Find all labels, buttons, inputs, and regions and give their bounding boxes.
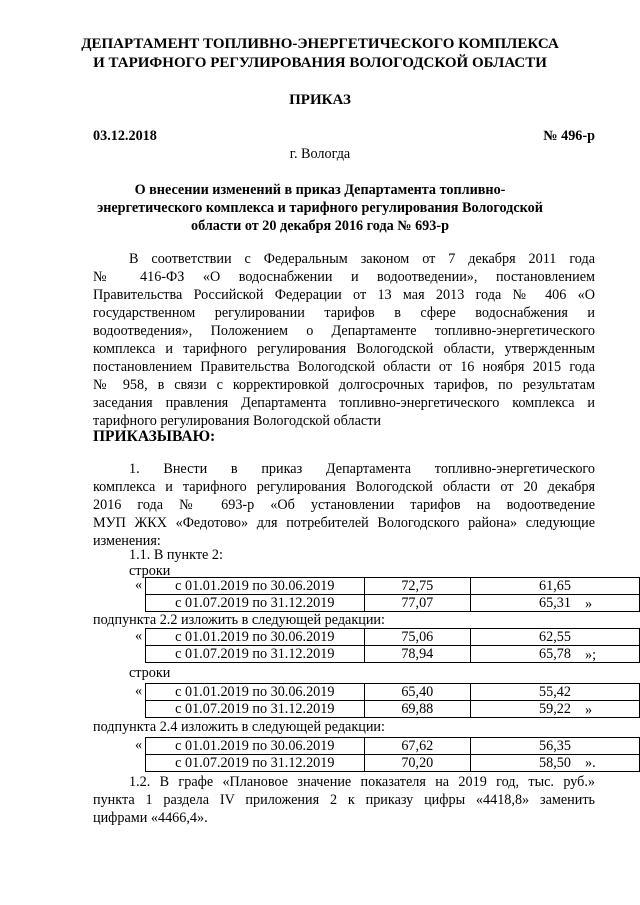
period-cell: с 01.01.2019 по 30.06.2019 <box>146 738 365 755</box>
order-word: ПРИКАЗЫВАЮ: <box>93 428 216 445</box>
table-row <box>146 684 640 701</box>
open-quote: « <box>135 737 143 753</box>
tariff-cell: 70,20 <box>364 755 470 772</box>
tariff-cell: 56,35 <box>470 738 639 755</box>
tariff-table-2 <box>145 628 640 663</box>
doc-city: г. Вологда <box>289 146 351 162</box>
item1-line: комплекса и тарифного регулирования Вологодской области от 20 декабря <box>93 479 595 495</box>
sub24-label: подпункта 2.4 изложить в следующей редакции: <box>93 719 385 735</box>
close-quote-semicolon: »; <box>585 647 597 663</box>
item1-line: 1. Внести в приказ Департамента топливно-энергетического <box>129 461 595 477</box>
period-cell: с 01.07.2019 по 31.12.2019 <box>146 755 365 772</box>
preamble-line: заседания правления Департамента топливно-энергетического комплекса и <box>93 395 595 411</box>
open-quote: « <box>135 683 143 699</box>
preamble-line: комплекса и тарифного регулирования Вологодской области, утвержденным <box>93 341 595 357</box>
table-row <box>146 738 640 755</box>
table-row <box>146 646 640 663</box>
title-line-2: энергетического комплекса и тарифного регулирования Вологодской <box>97 200 543 216</box>
table-row <box>146 595 640 612</box>
period-cell: с 01.01.2019 по 30.06.2019 <box>146 629 365 646</box>
close-quote: » <box>585 702 593 718</box>
title-line-3: области от 20 декабря 2016 года № 693-р <box>191 218 449 234</box>
tariff-cell: 59,22 <box>470 701 639 718</box>
rows-label: строки <box>129 665 171 681</box>
preamble-line: В соответствии с Федеральным законом от 7 декабря 2011 года <box>129 251 595 267</box>
close-quote: » <box>585 596 593 612</box>
tariff-cell: 69,88 <box>364 701 470 718</box>
item1-line: 2016 года № 693-р «Об установлении тарифов на водоотведение <box>93 497 595 513</box>
open-quote: « <box>135 577 143 593</box>
preamble-line: № 416-ФЗ «О водоснабжении и водоотведении», постановлением <box>93 269 595 285</box>
table-row <box>146 578 640 595</box>
tariff-cell: 55,42 <box>470 684 639 701</box>
doc-number: № 496-р <box>543 128 595 144</box>
item1-2-line: цифрами «4466,4». <box>93 810 208 826</box>
org-name-line-1: ДЕПАРТАМЕНТ ТОПЛИВНО-ЭНЕРГЕТИЧЕСКОГО КОМПЛЕКСА <box>81 36 559 52</box>
tariff-cell: 67,62 <box>364 738 470 755</box>
preamble-line: водоотведения», Положением о Департаменте топливно-энергетического <box>93 323 595 339</box>
table-row <box>146 755 640 772</box>
period-cell: с 01.07.2019 по 31.12.2019 <box>146 646 365 663</box>
item1-line: изменения: <box>93 533 161 549</box>
tariff-cell: 62,55 <box>470 629 639 646</box>
preamble-line: постановлением Правительства Вологодской области от 16 ноября 2015 года <box>93 359 595 375</box>
doc-date: 03.12.2018 <box>93 128 157 144</box>
table-row <box>146 629 640 646</box>
preamble-line: тарифного регулирования Вологодской области <box>93 413 381 429</box>
tariff-cell: 72,75 <box>364 578 470 595</box>
tariff-table-3 <box>145 683 640 718</box>
tariff-table-4 <box>145 737 640 772</box>
open-quote: « <box>135 628 143 644</box>
item1-2-line: 1.2. В графе «Плановое значение показателя на 2019 год, тыс. руб.» <box>129 774 595 790</box>
title-line-1: О внесении изменений в приказ Департамента топливно- <box>134 182 506 198</box>
sub22-label: подпункта 2.2 изложить в следующей редакции: <box>93 612 385 628</box>
tariff-cell: 65,78 <box>470 646 639 663</box>
tariff-cell: 78,94 <box>364 646 470 663</box>
tariff-cell: 58,50 <box>470 755 639 772</box>
period-cell: с 01.07.2019 по 31.12.2019 <box>146 595 365 612</box>
tariff-cell: 77,07 <box>364 595 470 612</box>
item1-1-heading: 1.1. В пункте 2: <box>129 547 223 563</box>
item1-2-line: пункта 1 раздела IV приложения 2 к приказу цифры «4418,8» заменить <box>93 792 595 808</box>
period-cell: с 01.01.2019 по 30.06.2019 <box>146 684 365 701</box>
tariff-table-1 <box>145 577 640 612</box>
preamble-line: № 958, в связи с корректировкой долгосрочных тарифов, по результатам <box>93 377 595 393</box>
preamble-line: государственном регулировании тарифов в сфере водоснабжения и <box>93 305 595 321</box>
tariff-cell: 65,31 <box>470 595 639 612</box>
item1-line: МУП ЖКХ «Федотово» для потребителей Вологодского района» следующие <box>93 515 595 531</box>
tariff-cell: 61,65 <box>470 578 639 595</box>
tariff-cell: 75,06 <box>364 629 470 646</box>
rows-label: строки <box>129 563 171 579</box>
tariff-cell: 65,40 <box>364 684 470 701</box>
table-row <box>146 701 640 718</box>
doc-type: ПРИКАЗ <box>289 92 351 108</box>
period-cell: с 01.07.2019 по 31.12.2019 <box>146 701 365 718</box>
org-name-line-2: И ТАРИФНОГО РЕГУЛИРОВАНИЯ ВОЛОГОДСКОЙ ОБЛАСТИ <box>93 55 547 71</box>
period-cell: с 01.01.2019 по 30.06.2019 <box>146 578 365 595</box>
close-quote-period: ». <box>585 755 596 771</box>
preamble-line: Правительства Российской Федерации от 13 мая 2013 года № 406 «О <box>93 287 595 303</box>
